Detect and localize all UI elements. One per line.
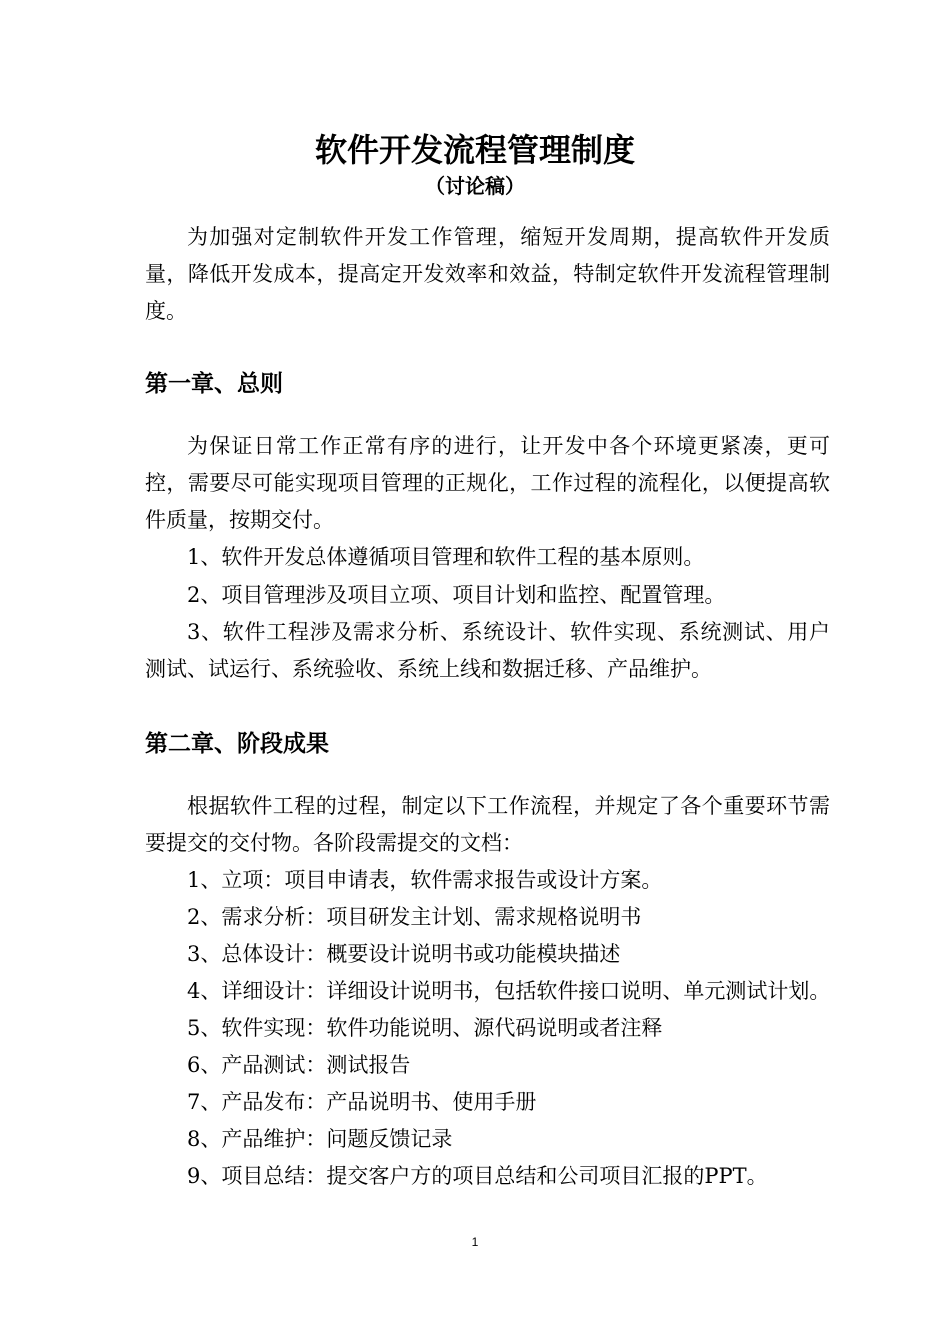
chapter-1-item: 1、软件开发总体遵循项目管理和软件工程的基本原则。 [187, 545, 705, 569]
chapter-1-heading: 第一章、总则 [145, 371, 283, 397]
chapter-2-item: 4、详细设计：详细设计说明书，包括软件接口说明、单元测试计划。 [187, 979, 831, 1003]
chapter-2-paragraph: 根据软件工程的过程，制定以下工作流程，并规定了各个重要环节需要提交的交付物。各阶段需提交的文档： [145, 794, 830, 855]
document-title: 软件开发流程管理制度 [314, 131, 635, 169]
chapter-2-item: 2、需求分析：项目研发主计划、需求规格说明书 [187, 905, 642, 929]
chapter-2-item: 8、产品维护：问题反馈记录 [187, 1127, 453, 1151]
chapter-1-item: 2、项目管理涉及项目立项、项目计划和监控、配置管理。 [187, 583, 726, 607]
chapter-2-item: 1、立项：项目申请表，软件需求报告或设计方案。 [187, 868, 663, 892]
chapter-1-paragraph: 为保证日常工作正常有序的进行，让开发中各个环境更紧凑，更可控，需要尽可能实现项目管理的正规化，工作过程的流程化，以便提高软件质量，按期交付。 [145, 434, 830, 532]
chapter-2-item: 7、产品发布：产品说明书、使用手册 [187, 1090, 537, 1114]
document-subtitle: （讨论稿） [425, 174, 525, 198]
chapter-2-item: 9、项目总结：提交客户方的项目总结和公司项目汇报的PPT。 [187, 1164, 768, 1188]
chapter-2-item: 6、产品测试：测试报告 [187, 1053, 411, 1077]
chapter-2-item: 5、软件实现：软件功能说明、源代码说明或者注释 [187, 1016, 663, 1040]
intro-paragraph: 为加强对定制软件开发工作管理，缩短开发周期，提高软件开发质量，降低开发成本，提高定开发效率和效益，特制定软件开发流程管理制度。 [145, 225, 830, 323]
chapter-1-item: 3、软件工程涉及需求分析、系统设计、软件实现、系统测试、用户测试、试运行、系统验收、系统上线和数据迁移、产品维护。 [145, 620, 830, 681]
chapter-2-item: 3、总体设计：概要设计说明书或功能模块描述 [187, 942, 621, 966]
chapter-2-heading: 第二章、阶段成果 [145, 731, 329, 757]
page-number: 1 [471, 1235, 479, 1249]
